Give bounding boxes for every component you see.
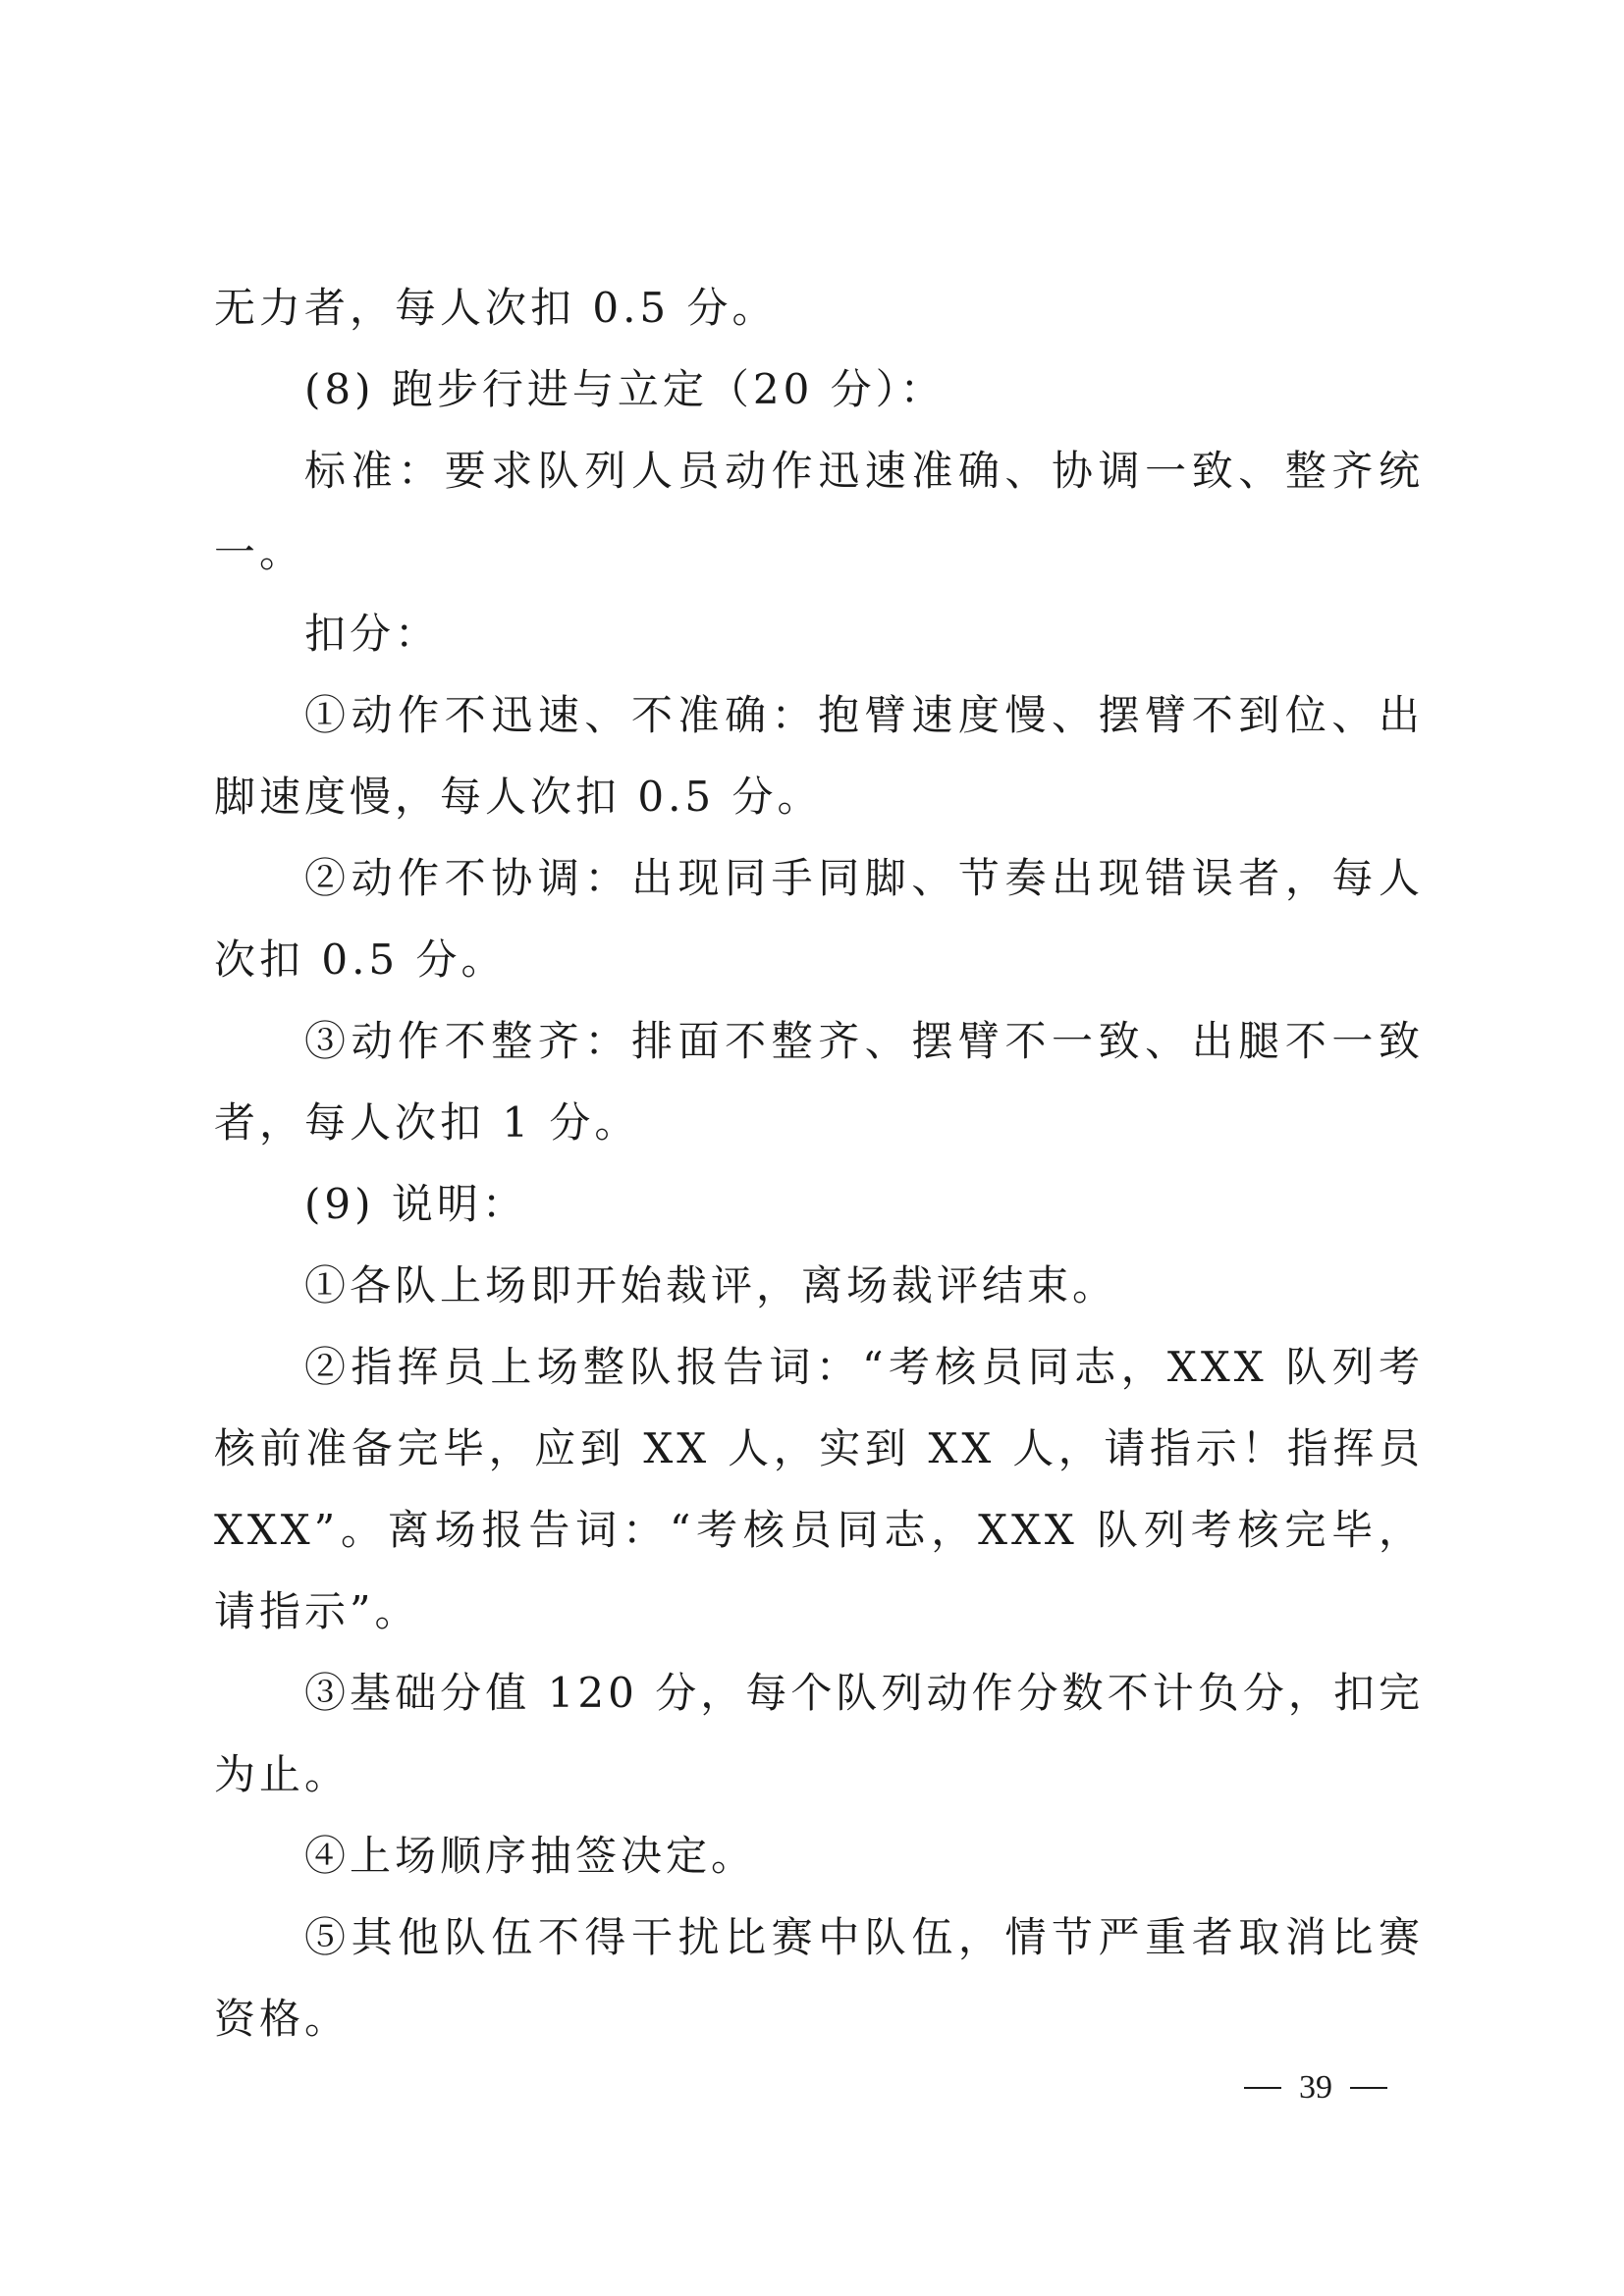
dash-left (1244, 2087, 1281, 2089)
body-text (214, 267, 1424, 2059)
paragraph-note-4: ④上场顺序抽签决定。 (304, 1832, 757, 1880)
paragraph-note-1: ①各队上场即开始裁评，离场裁评结束。 (304, 1261, 1118, 1309)
paragraph-note-3: ③基础分值 120 分，每个队列动作分数不计负分，扣完为止。 (214, 1669, 1424, 1798)
paragraph-deduction-1: ①动作不迅速、不准确：抱臂速度慢、摆臂不到位、出脚速度慢，每人次扣 0.5 分。 (214, 691, 1424, 821)
paragraph-continuation: 无力者，每人次扣 0.5 分。 (214, 284, 778, 332)
page-number: 39 (1299, 2069, 1332, 2106)
paragraph-heading-8: (8) 跑步行进与立定（20 分）： (304, 365, 946, 413)
page-footer (1208, 2063, 1424, 2112)
paragraph-deduction-2: ②动作不协调：出现同手同脚、节奏出现错误者，每人次扣 0.5 分。 (214, 854, 1424, 984)
paragraph-deduction-3: ③动作不整齐：排面不整齐、摆臂不一致、出腿不一致者，每人次扣 1 分。 (214, 1017, 1424, 1147)
paragraph-heading-9: (9) 说明： (304, 1180, 527, 1228)
dash-right (1350, 2087, 1387, 2089)
paragraph-note-5: ⑤其他队伍不得干扰比赛中队伍，情节严重者取消比赛资格。 (214, 1913, 1424, 2043)
paragraph-standard: 标准：要求队列人员动作迅速准确、协调一致、整齐统一。 (214, 447, 1424, 576)
paragraph-note-2: ②指挥员上场整队报告词：“考核员同志，XXX 队列考核前准备完毕，应到 XX 人，实到 XX 人，请指示！指挥员 XXX”。离场报告词：“考核员同志，XXX 队列考核完毕，请指示”。 (214, 1343, 1424, 1635)
paragraph-deduction-heading: 扣分： (304, 610, 441, 658)
